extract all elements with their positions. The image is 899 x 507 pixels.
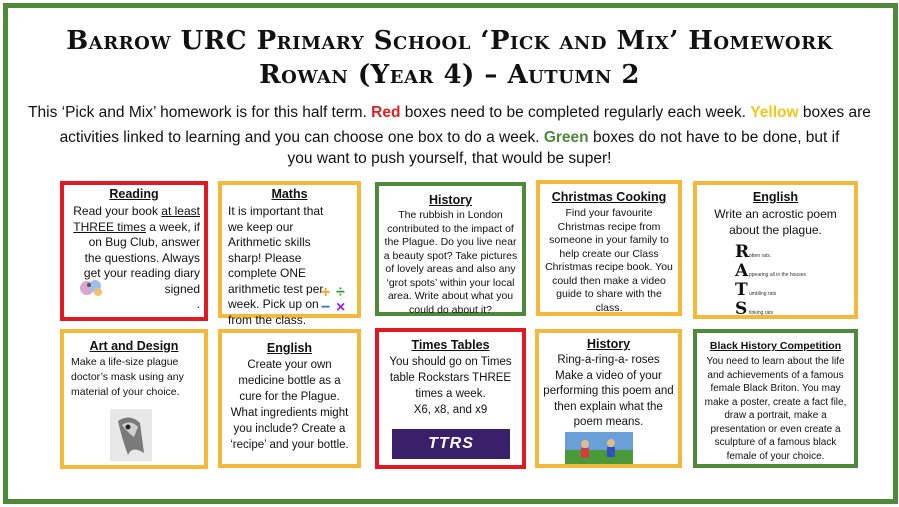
history-text-2: Ring-a-ring-a- roses Make a video of your performing this poem and then explain what the poem means. [543,354,674,428]
bug-club-icon [78,277,106,299]
maths-box [218,181,361,327]
times-tables-title: Times Tables [411,338,490,352]
red-key: Red [371,104,401,121]
intro-closing: you want to push yourself, that would be super! [287,150,612,167]
reading-title: Reading [109,187,159,201]
art-design-title: Art and Design [89,339,179,353]
acrostic-poem-image: R otten rats. A ppearing all in the houses T umbling rats S tinking rats [735,242,806,319]
history-box-1 [375,182,526,316]
english-text-2: Create your own medicine bottle as a cure for the Plague. What ingredients might you include? Create a ‘recipe’ and your bottle. [230,359,349,451]
english-text-1: Write an acrostic poem about the plague. [714,207,837,237]
page-subtitle: Rowan (Year 4) – Autumn 2 [259,60,640,90]
history-title-1: History [428,193,473,207]
times-tables-facts: X6, x8, and x9 [413,404,488,416]
history-box-2 [535,329,682,468]
plague-mask-image [110,409,152,461]
divide-icon: ÷ [336,284,345,301]
children-playing-image [565,432,633,464]
english-box-1 [693,181,858,319]
black-history-text: You need to learn about the life and achievements of a famous female Black Briton. You may make a poster, create a fact file, draw a portrait, make a presentation or even create a sculpture of a famous black female of your choice. [704,356,847,462]
yellow-key: Yellow [750,104,799,121]
english-title-2: English [266,341,313,355]
christmas-cooking-box [536,180,682,316]
multiply-icon: × [336,299,346,316]
christmas-cooking-text: Find your favourite Christmas recipe from someone in your family to help create our Class Christmas recipe book. You could then make a video guide to share with the class. [545,207,673,314]
reading-box [60,181,208,321]
art-design-text: Make a life-size plague doctor’s mask using any material of your choice. [71,356,184,398]
black-history-box [693,329,858,468]
intro-paragraph: This ‘Pick and Mix’ homework is for this half term. Red boxes need to be completed regularly each week. Yellow boxes are activities linked to learning and you can choose one box to do a week. Green boxes do not have to be done, but if [28,104,871,146]
art-design-box [60,329,208,469]
times-tables-text: You should go on Times table Rockstars THREE times a week. [389,356,512,400]
reading-text: Read your book at least THREE times a week, if on Bug Club, answer the questions. Always get your reading diary signed . [73,204,200,311]
minus-icon: − [321,299,331,316]
ttrs-logo: TTRS [392,429,510,459]
page-title: Barrow URC Primary School ‘Pick and Mix’ Homework [66,26,833,56]
black-history-title: Black History Competition [709,340,842,352]
maths-text: It is important that we keep our Arithmetic skills sharp! Please complete ONE arithmetic test per week. Pick up on from the class. [228,204,324,327]
history-title-2: History [586,337,631,351]
christmas-cooking-title: Christmas Cooking [551,190,667,204]
english-box-2 [218,329,361,468]
maths-title: Maths [271,187,308,201]
history-text-1: The rubbish in London contributed to the impact of the Plague. Do you live near a beauty spot? Take pictures of lovely areas and also any ‘grot spots’ within your local area. Write about what you could do about it? [383,209,518,316]
plus-icon: + [321,284,331,301]
english-title-1: English [752,190,799,204]
times-tables-box [375,328,526,469]
green-key: Green [543,129,589,146]
